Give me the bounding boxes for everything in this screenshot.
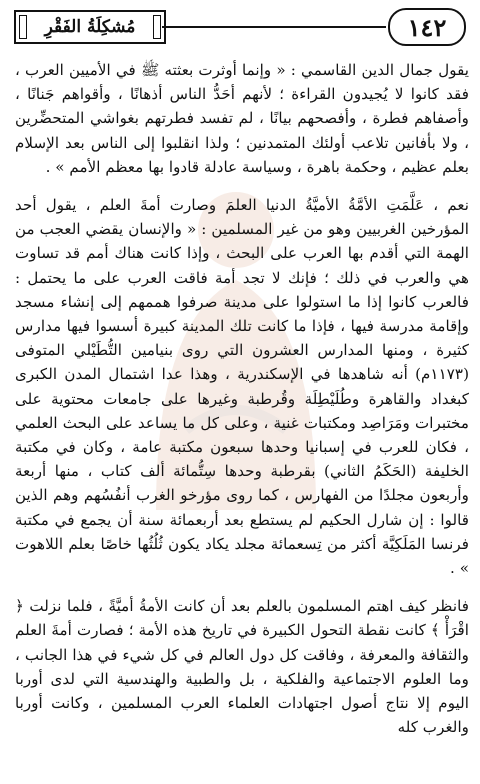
paragraph-historian-quote: [15, 193, 469, 580]
main-text: [15, 58, 469, 778]
paragraph-qasimi-quote: [15, 58, 469, 179]
paragraph-text: يقول جمال الدين القاسمي : « وإنما أوثرت بعثته ﷺ في الأميين العرب ، فقد كانوا لا يُجيدون القراءة ؛ لأنهم أحَدُّ الناس أذهانًا ، وأقواهم جَنانًا ، وأصفاهم فطرة ، وأفصحهم بيانًا ، لم تفسد فطرتهم بغواشي المتحضِّرين ، ولا بأفانين تلاعب أولئك المتمدنين ؛ ولذا انقلبوا إلى الناس بعد الإسلام بعلم عظيم ، وحكمة باهرة ، وسياسة عادلة قادوا بها معظم الأمم » .: [15, 61, 469, 176]
header-rule: [162, 26, 386, 28]
page-number: ١٤٢: [388, 8, 466, 46]
page-header: [8, 4, 472, 48]
paragraph-text: نعم ، عَلَّمَتِ الأمَّةُ الأميَّةُ الدنيا العلمَ وصارت أمةَ العلم ، يقول أحد المؤرخين الغربيين وهو من غير المسلمين : « والإنسان يقضي العجب من الهمة التي أقدم بها العرب على البحث ، وإذا كانت هناك أمم قد تساوت هي والعرب في ذلك ؛ فإنك لا تجد أمة فاقت العرب على ما يحتمل : فالعرب كانوا إذا ما استولوا على مدينة صرفوا هممهم إلى إنشاء مسجد وإقامة مدرسة فيها ، فإذا ما كانت تلك المدينة كبيرة أسسوا فيها مدارس كثيرة ، ومنها المدارس العشرون التي روى بنيامين التُّطَيْلي المتوفى (١١٧٣م) أنه شاهدها في الإسكندرية ، وهذا عدا اشتمال المدن الكبرى كبغداد والقاهرة وطُلَيْطِلَة وقُرطبة وغيرها على جامعات محتوية على مختبرات ومَرَاصِد ومكتبات غنية ، وعلى كل ما يساعد على البحث العلمي ، فكان للعرب في إسبانيا وحدها سبعون مكتبة عامة ، وكان في مكتبة الخليفة (الحَكَمُ الثاني) بقرطبة وحدها سِتُّمائة ألف كتاب ، منها أربعة وأربعون مجلدًا من الفهارس ، كما روى مؤرخو الغرب أنفُسُهم وهم الذين قالوا : إن شارل الحكيم لم يستطع بعد أربعمائة سنة أن يجمع في مكتبة فرنسا المَلَكِيَّة أكثر من تِسعمائة مجلد يكاد يكون ثُلُثُها خاصًا بعلم اللاهوت » .: [15, 196, 469, 578]
book-title: مُشكِلَةُ الفَقْرِ: [14, 10, 166, 44]
paragraph-conclusion: [15, 594, 469, 739]
paragraph-text: فانظر كيف اهتم المسلمون بالعلم بعد أن كانت الأمةُ أميَّةً ، فلما نزلت ﴿ اقْرَأْ ﴾ كانت نقطة التحول الكبيرة في تاريخ هذه الأمة ؛ فصارت أمةَ العلم والثقافة والمعرفة ، وفاقت كل دول العالم في كل شيء في هذا الجانب ، وما العلوم الاجتماعية والفلكية ، بل والطبية والهندسية التي لدى أوربا اليوم إلا نتاج أصول اجتهادات العلماء العرب المسلمين ، وكانت أوربا والغرب كله: [15, 597, 469, 737]
